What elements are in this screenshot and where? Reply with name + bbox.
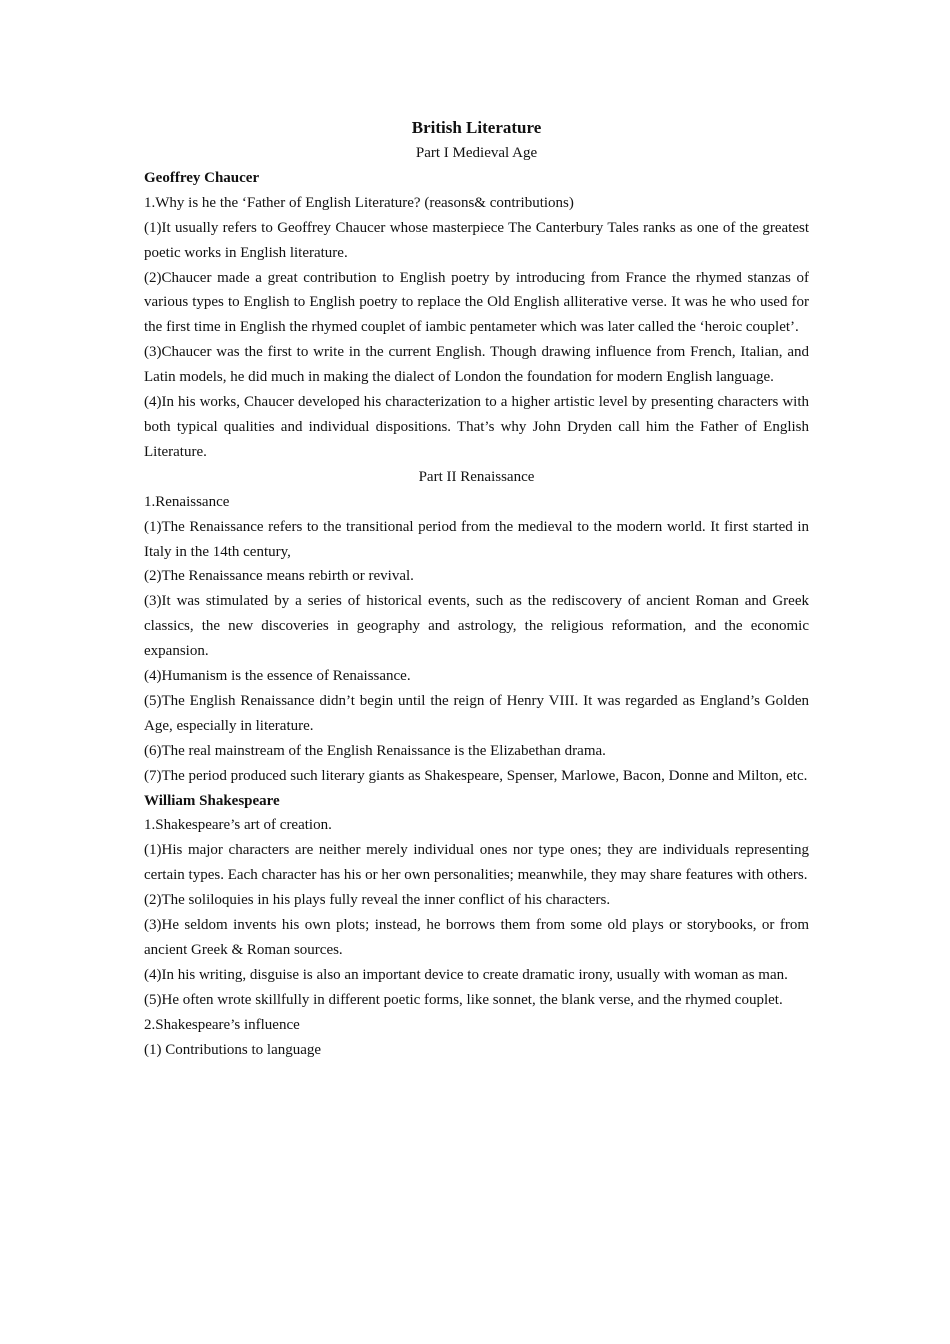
chaucer-question: 1.Why is he the ‘Father of English Literature? (reasons& contributions) bbox=[144, 194, 574, 211]
renaissance-point: (7)The period produced such literary giants as Shakespeare, Spenser, Marlowe, Bacon, Donne and Milton, etc. bbox=[144, 767, 808, 784]
renaissance-point: (2)The Renaissance means rebirth or revival. bbox=[144, 568, 414, 585]
author-heading-shakespeare: William Shakespeare bbox=[144, 792, 280, 809]
author-heading-chaucer: Geoffrey Chaucer bbox=[144, 169, 260, 186]
part1-heading: Part I Medieval Age bbox=[415, 145, 538, 161]
renaissance-point: (1)The Renaissance refers to the transitional period from the medieval to the modern world. It first started in Italy in the 14th century, bbox=[144, 518, 809, 560]
shakespeare-art-point: (2)The soliloquies in his plays fully reveal the inner conflict of his characters. bbox=[144, 892, 611, 909]
renaissance-point: (4)Humanism is the essence of Renaissance. bbox=[144, 668, 411, 685]
shakespeare-influence-point: (1) Contributions to language bbox=[144, 1041, 322, 1058]
chaucer-point: (1)It usually refers to Geoffrey Chaucer whose masterpiece The Canterbury Tales ranks as one of the greatest poetic works in English literature. bbox=[144, 219, 809, 261]
shakespeare-art-point: (4)In his writing, disguise is also an important device to create dramatic irony, usually with woman as man. bbox=[144, 966, 788, 983]
renaissance-point: (3)It was stimulated by a series of historical events, such as the rediscovery of ancient Roman and Greek classics, the new discoveries in geography and astrology, the religious reformation, and the economic expansion. bbox=[144, 593, 809, 660]
document-title: British Literature bbox=[411, 118, 542, 137]
renaissance-point: (6)The real mainstream of the English Renaissance is the Elizabethan drama. bbox=[144, 742, 606, 759]
document-page bbox=[144, 115, 809, 1063]
shakespeare-art-point: (3)He seldom invents his own plots; instead, he borrows them from some old plays or storybooks, or from ancient Greek & Roman sources. bbox=[144, 917, 809, 958]
shakespeare-art-point: (1)His major characters are neither merely individual ones nor type ones; they are individuals representing certain types. Each character has his or her own personalities; meanwhile, they may share features with others. bbox=[144, 842, 809, 884]
chaucer-point: (4)In his works, Chaucer developed his characterization to a higher artistic level by presenting characters with both typical qualities and individual dispositions. That’s why John Dryden call him the Father of English Literature. bbox=[144, 394, 809, 460]
shakespeare-art-point: (5)He often wrote skillfully in different poetic forms, like sonnet, the blank verse, and the rhymed couplet. bbox=[144, 991, 783, 1008]
renaissance-point: (5)The English Renaissance didn’t begin until the reign of Henry VIII. It was regarded as England’s Golden Age, especially in literature. bbox=[144, 692, 809, 734]
shakespeare-art-heading: 1.Shakespeare’s art of creation. bbox=[144, 817, 332, 834]
chaucer-point: (3)Chaucer was the first to write in the current English. Though drawing influence from French, Italian, and Latin models, he did much in making the dialect of London the foundation for modern English language. bbox=[144, 344, 809, 386]
shakespeare-influence-heading: 2.Shakespeare’s influence bbox=[144, 1016, 300, 1033]
renaissance-section-heading: 1.Renaissance bbox=[144, 493, 230, 510]
chaucer-point: (2)Chaucer made a great contribution to English poetry by introducing from France the rhymed stanzas of various types to English to English poetry to replace the Old English alliterative verse. It was he who used for the first time in English the rhymed couplet of iambic pentameter which was later called the ‘heroic couplet’. bbox=[144, 269, 809, 336]
part2-heading: Part II Renaissance bbox=[418, 468, 535, 485]
